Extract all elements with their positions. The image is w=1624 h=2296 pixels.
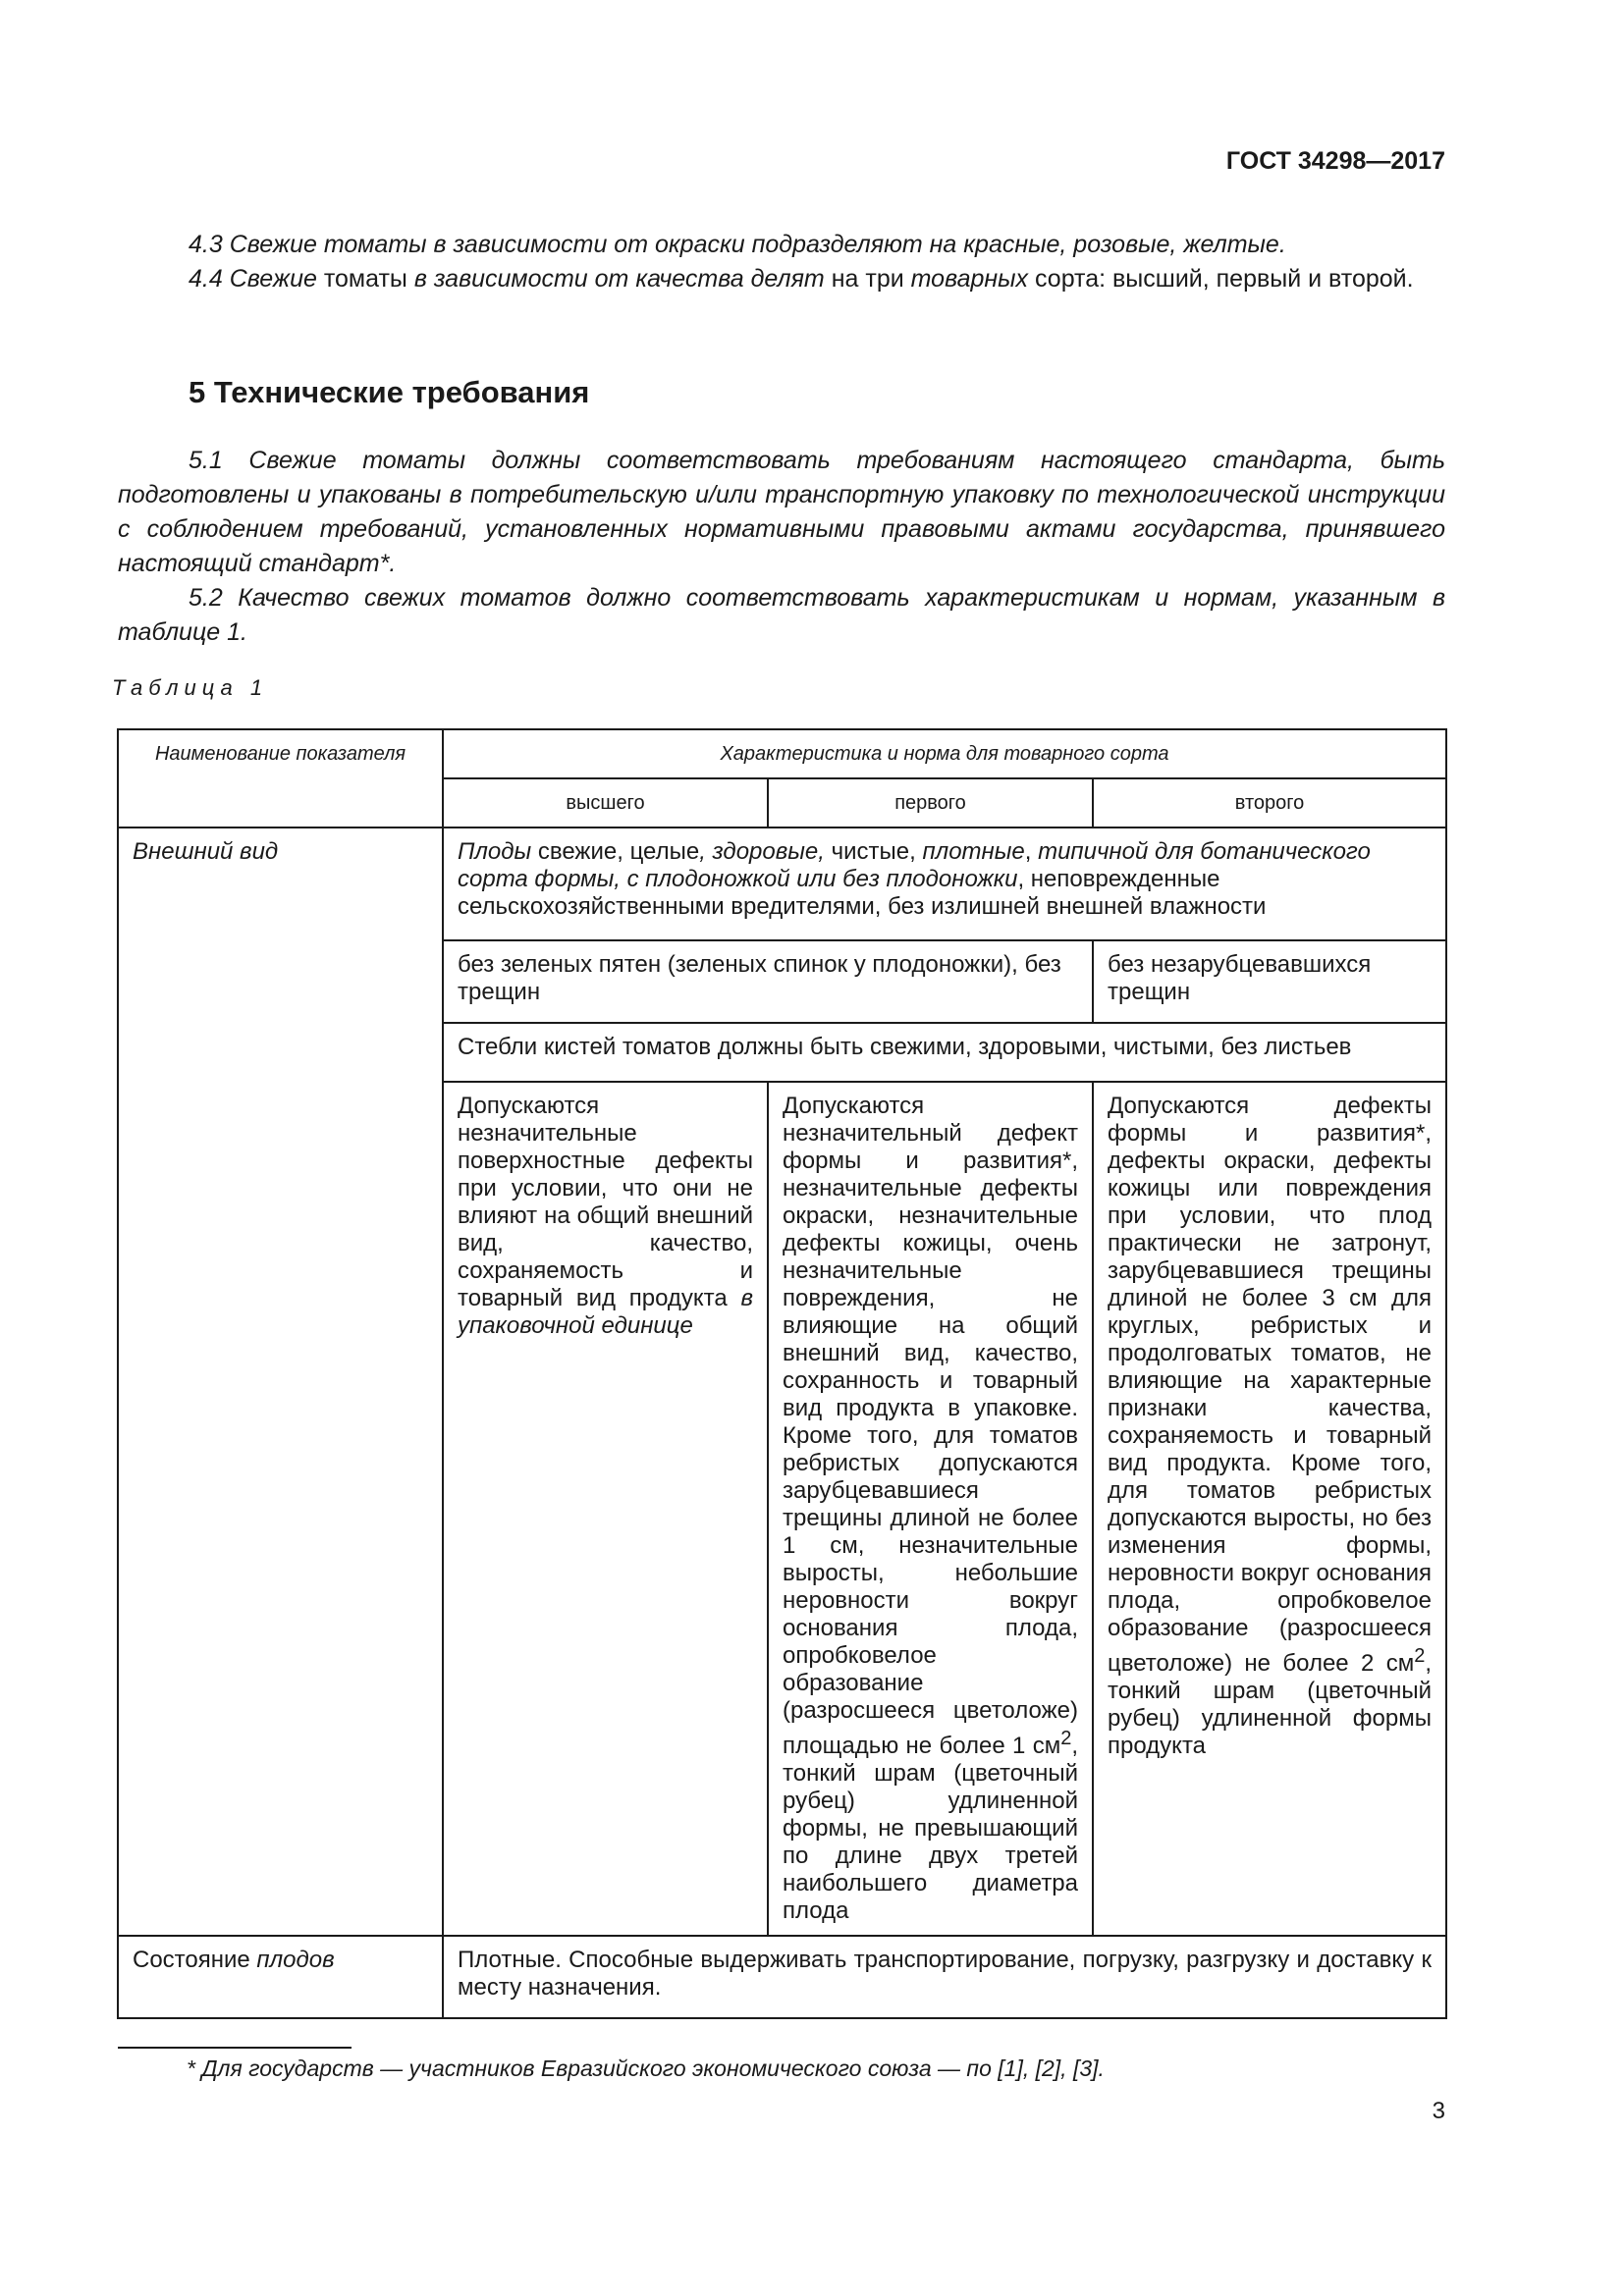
page-number: 3 bbox=[1432, 2098, 1445, 2124]
footnote: * Для государств — участников Евразийского экономического союза — по [1], [2], [3]. bbox=[187, 2056, 1105, 2081]
row-appearance-no-green-spots: без зеленых пятен (зеленых спинок у плодоножки), без трещин bbox=[443, 940, 1093, 1023]
clause-4-4: 4.4 Свежие томаты в зависимости от качества делят на три товарных сорта: высший, первый и второй. bbox=[189, 265, 1414, 293]
document-code: ГОСТ 34298—2017 bbox=[1225, 147, 1445, 175]
header-grade-first: первого bbox=[768, 778, 1093, 828]
header-grade-second: второго bbox=[1093, 778, 1446, 828]
row-appearance-no-unhealed-cracks: без незарубцевавшихся трещин bbox=[1093, 940, 1446, 1023]
quality-table bbox=[117, 728, 1447, 2019]
row-appearance-defects-second: Допускаются дефекты формы и развития*, дефекты окраски, дефекты кожицы или повреждения при условии, что плод практически не затронут, зарубцевавшиеся трещины длиной не более 3 см для круглых, ребристых и продолговатых томатов, не влияющие на характерные признаки качества, сохраняемость и товарный вид продукта. Кроме того, для томатов ребристых допускаются выросты, но без изменения формы, неровности вокруг основания плода, опробковелое образование (разросшееся цветоложе) не более 2 $см^2$, тонкий шрам (цветочный рубец) удлиненной формы продукта bbox=[1093, 1082, 1446, 1936]
clauses-5-1-5-2 bbox=[118, 444, 1445, 650]
row-condition-name: Состояние плодов bbox=[118, 1936, 443, 2018]
clause-5-1: 5.1 Свежие томаты должны соответствовать требованиям настоящего стандарта, быть подготовлены и упакованы в потребительскую и/или транспортную упаковку по технологической инструкции с соблюдением требований, установленных нормативными правовыми актами государства, принявшего настоящий стандарт*. bbox=[118, 447, 1445, 577]
section-heading: 5 Технические требования bbox=[189, 375, 590, 409]
footnote-separator bbox=[118, 2047, 352, 2049]
row-appearance-stems: Стебли кистей томатов должны быть свежими, здоровыми, чистыми, без листьев bbox=[443, 1023, 1446, 1082]
row-condition-value: Плотные. Способные выдерживать транспортирование, погрузку, разгрузку и доставку к месту назначения. bbox=[443, 1936, 1446, 2018]
header-grade-group: Характеристика и норма для товарного сорта bbox=[443, 729, 1446, 778]
header-grade-highest: высшего bbox=[443, 778, 768, 828]
table-caption: Таблица 1 bbox=[112, 675, 269, 700]
row-appearance-defects-first: Допускаются незначительный дефект формы и развития*, незначительные дефекты окраски, незначительные дефекты кожицы, очень незначительные повреждения, не влияющие на общий внешний вид, качество, сохранность и товарный вид продукта в упаковке. Кроме того, для томатов ребристых допускаются зарубцевавшиеся трещины длиной не более 1 см, незначительные выросты, небольшие неровности вокруг основания плода, опробковелое образование (разросшееся цветоложе) площадью не более 1 $см^2$, тонкий шрам (цветочный рубец) удлиненной формы, не превышающий по длине двух третей наибольшего диаметра плода bbox=[768, 1082, 1093, 1936]
header-indicator-name: Наименование показателя bbox=[118, 729, 443, 828]
clause-5-2: 5.2 Качество свежих томатов должно соответствовать характеристикам и нормам, указанным в таблице 1. bbox=[118, 584, 1445, 646]
clause-4-3: 4.3 Свежие томаты в зависимости от окраски подразделяют на красные, розовые, желтые. bbox=[189, 231, 1286, 258]
row-appearance-common: Плоды свежие, целые, здоровые, чистые, плотные, типичной для ботанического сорта формы, с плодоножкой или без плодоножки, неповрежденные сельскохозяйственными вредителями, без излишней внешней влажности bbox=[443, 828, 1446, 940]
clauses-4-3-4-4 bbox=[118, 228, 1445, 296]
row-appearance-defects-highest: Допускаются незначительные поверхностные дефекты при условии, что они не влияют на общий внешний вид, качество, сохраняемость и товарный вид продукта в упаковочной единице bbox=[443, 1082, 768, 1936]
row-appearance-name: Внешний вид bbox=[118, 828, 443, 1936]
